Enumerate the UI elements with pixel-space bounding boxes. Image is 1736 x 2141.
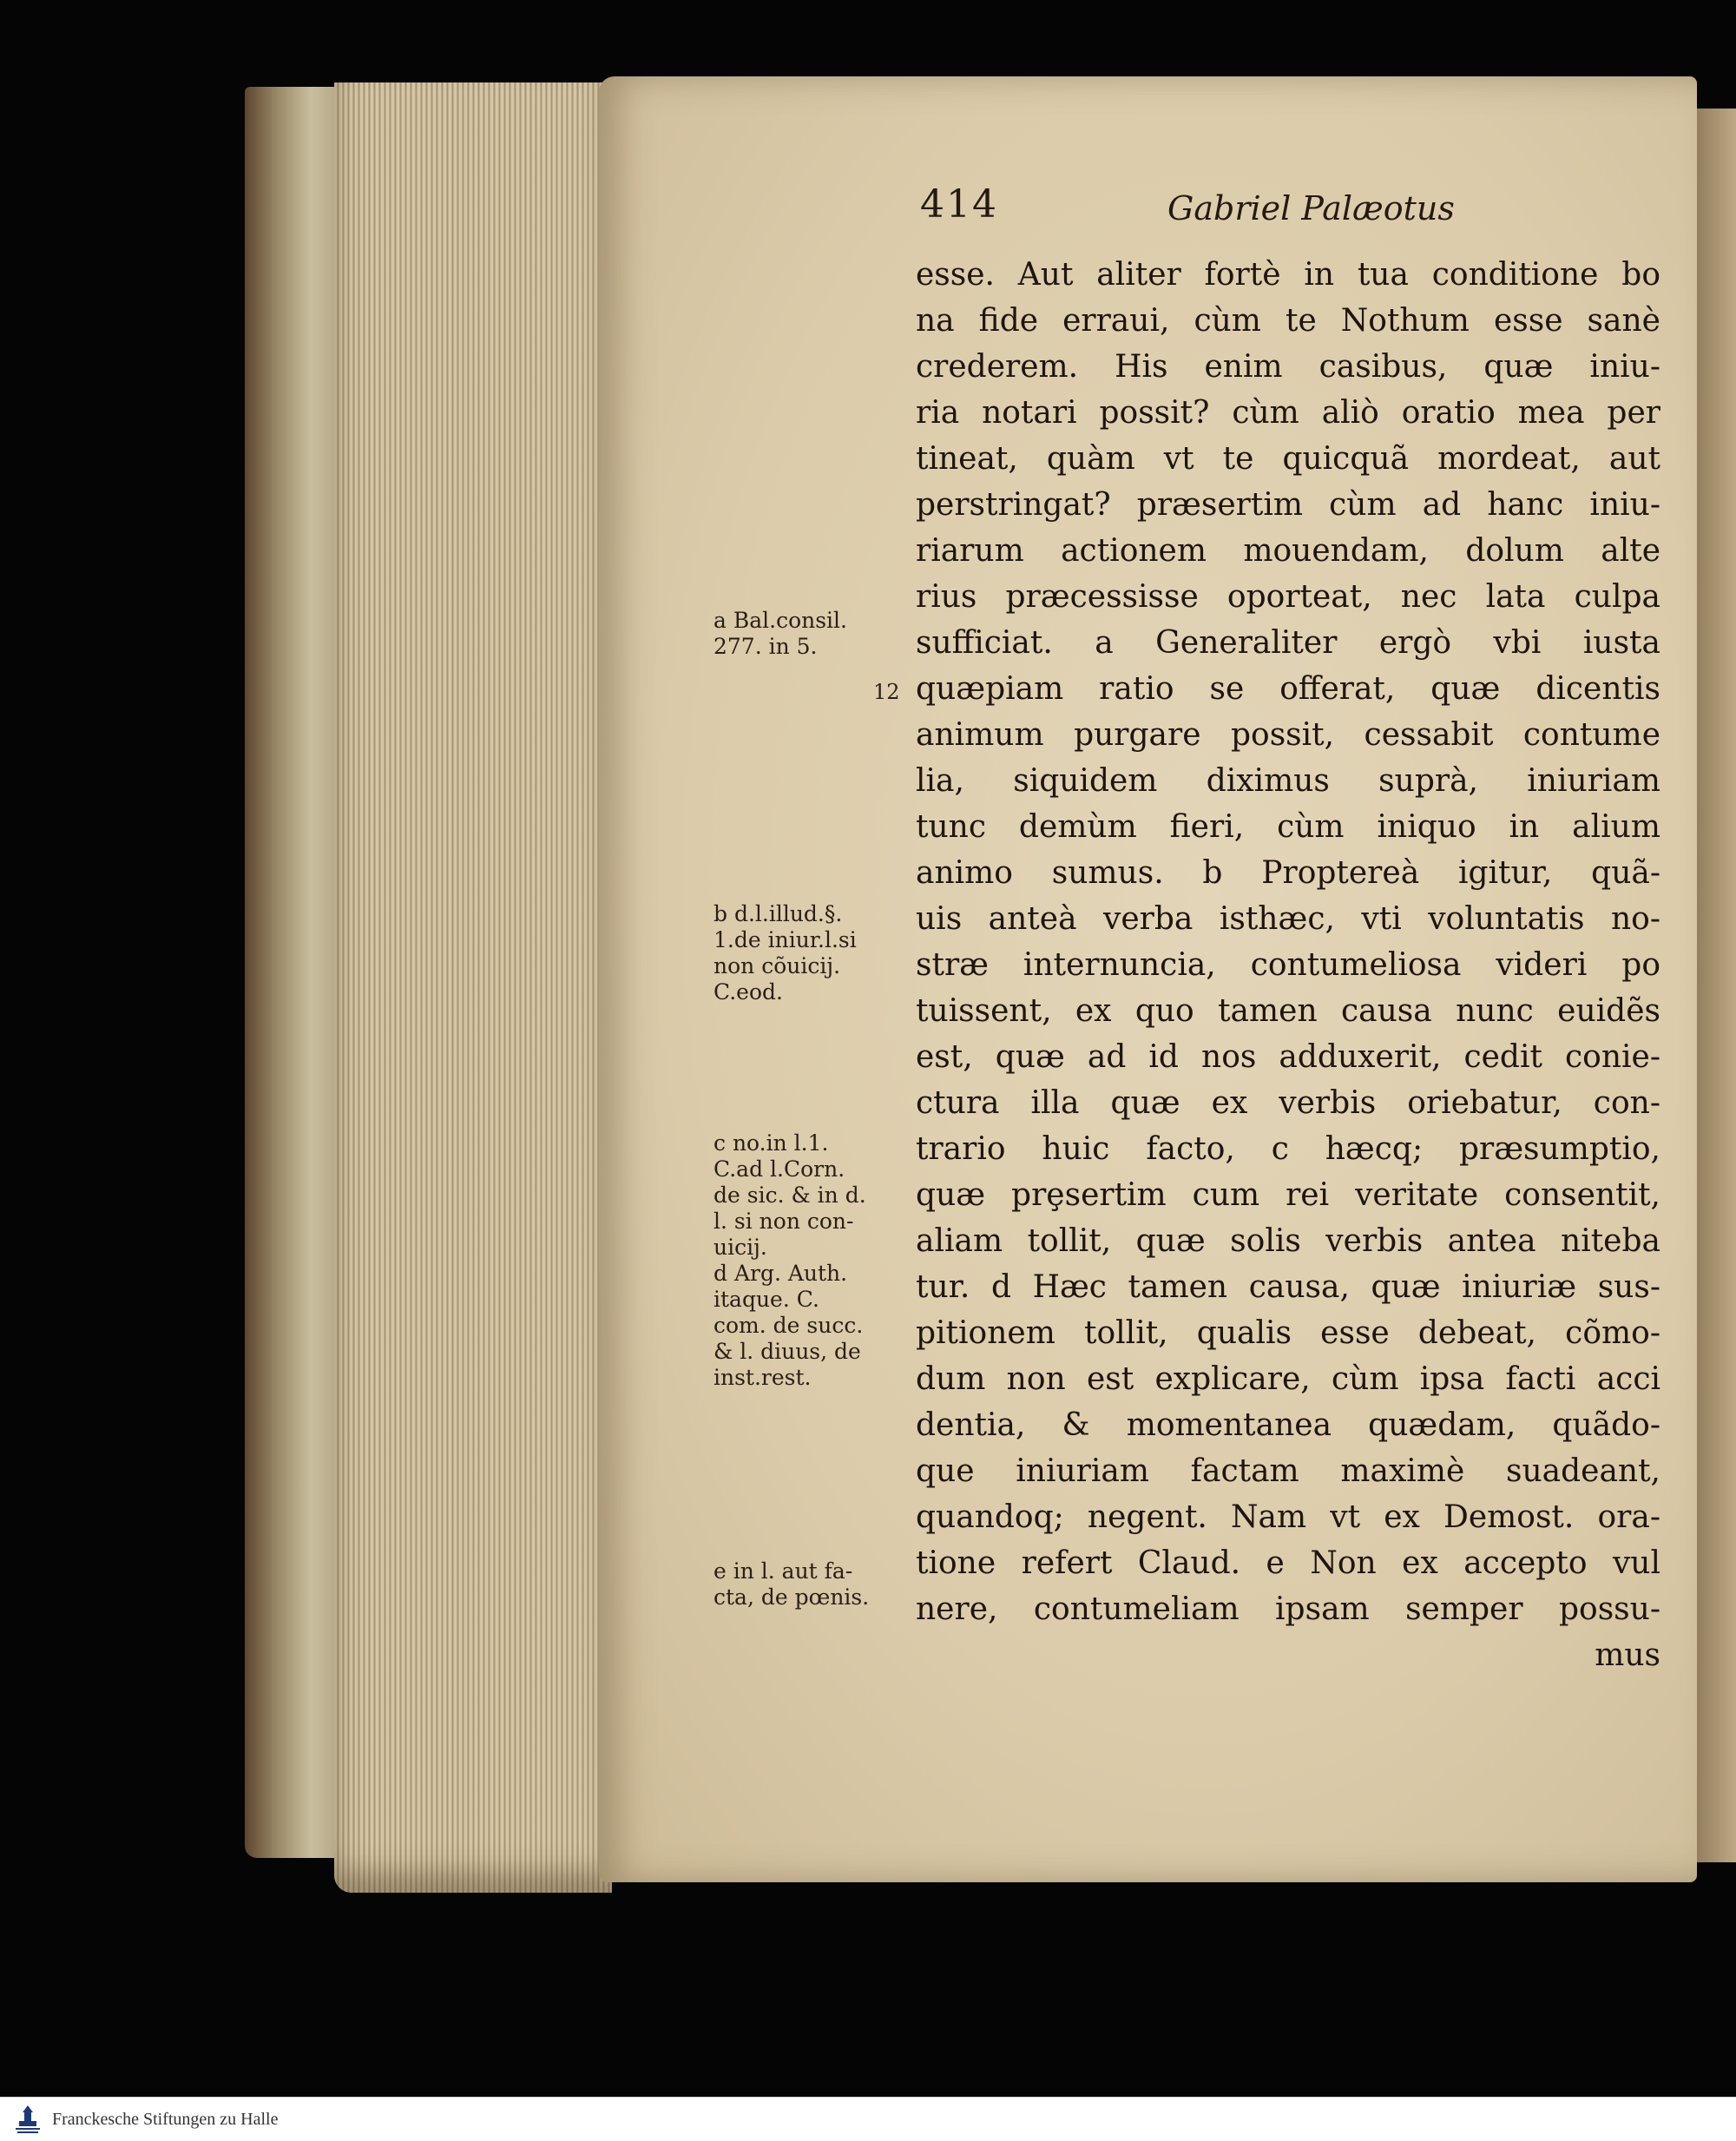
margin-note-line: non cõuicij. [713,953,841,978]
margin-note-line: b d.l.illud.§. [713,901,843,926]
text-line: est, quæ ad id nos adduxerit, cedit conie- [916,1039,1660,1075]
text-line: stræ internuncia, contumeliosa videri po [916,947,1660,983]
text-line: quæ prȩsertim cum rei veritate consentit, [916,1177,1660,1213]
margin-note-line: inst.rest. [713,1365,812,1390]
margin-note-line: C.eod. [713,979,783,1005]
catchword: mus [1595,1637,1660,1673]
franckesche-logo-icon [10,2102,45,2137]
margin-note-line: uicij. [713,1235,767,1260]
margin-note-c-d [713,1130,909,1391]
text-line: ctura illa quæ ex verbis oriebatur, con- [916,1085,1660,1121]
text-line: que iniuriam factam maximè suadeant, [916,1453,1660,1489]
text-line: animum purgare possit, cessabit contume [916,717,1660,753]
text-line: pitionem tollit, qualis esse debeat, cõmo- [916,1315,1660,1351]
margin-note-line: l. si non con- [713,1209,854,1234]
text-line: lia, siquidem diximus suprà, iniuriam [916,763,1660,799]
margin-note-line: e in l. aut fa- [713,1558,853,1584]
margin-note-line: d Arg. Auth. [713,1261,848,1286]
margin-note-line: com. de succ. [713,1313,864,1338]
text-line: ria notari possit? cùm aliò oratio mea per [916,395,1660,431]
text-line: quæpiam ratio se offerat, quæ dicentis [916,671,1660,707]
line-number-marker: 12 [873,680,900,704]
margin-note-line: itaque. C. [713,1287,819,1312]
text-line: perstringat? præsertim cùm ad hanc iniu- [916,487,1660,523]
text-line: crederem. His enim casibus, quæ iniu- [916,349,1660,385]
text-line: animo sumus. b Proptereà igitur, quã- [916,855,1660,891]
text-line: riarum actionem mouendam, dolum alte [916,533,1660,569]
page-number: 414 [920,182,998,227]
text-line: esse. Aut aliter fortè in tua conditione bo [916,257,1660,293]
text-line: uis anteà verba isthæc, vti voluntatis no- [916,901,1660,937]
margin-note-line: a Bal.consil. [713,608,847,633]
text-line: sufficiat. a Generaliter ergò vbi iusta [916,625,1660,661]
margin-note-line: 1.de iniur.l.si [713,927,857,952]
footer-bar [0,2097,1736,2141]
margin-note-line: c no.in l.1. [713,1130,829,1156]
text-line: dum non est explicare, cùm ipsa facti acci [916,1361,1660,1397]
margin-note-line: C.ad l.Corn. [713,1156,845,1182]
main-text-column [916,252,1660,1678]
margin-note-e [713,1558,909,1611]
text-line: aliam tollit, quæ solis verbis antea niteba [916,1223,1660,1259]
page-header [920,182,1667,243]
text-line: tur. d Hæc tamen causa, quæ iniuriæ sus- [916,1269,1660,1305]
running-head: Gabriel Palæotus [1167,189,1455,227]
text-line: rius præcessisse oporteat, nec lata culpa [916,579,1660,615]
text-line: tione refert Claud. e Non ex accepto vul [916,1545,1660,1581]
text-line: tuissent, ex quo tamen causa nunc euidẽs [916,993,1660,1029]
margin-note-line: 277. in 5. [713,634,818,659]
margin-note-line: de sic. & in d. [713,1182,866,1208]
facing-page-edge [1693,109,1736,1862]
text-line: nere, contumeliam ipsam semper possu- [916,1591,1660,1627]
text-line: na fide erraui, cùm te Nothum esse sanè [916,303,1660,339]
text-line: tineat, quàm vt te quicquã mordeat, aut [916,441,1660,477]
text-line: dentia, & momentanea quædam, quãdo- [916,1407,1660,1443]
margin-note-b [713,901,909,1005]
institution-credit: Franckesche Stiftungen zu Halle [52,2109,279,2129]
margin-note-a [713,608,909,660]
margin-note-line: & l. diuus, de [713,1339,861,1364]
text-line: quandoq; negent. Nam vt ex Demost. ora- [916,1499,1660,1535]
margin-note-line: cta, de pœnis. [713,1584,870,1610]
text-line: tunc demùm fieri, cùm iniquo in alium [916,809,1660,845]
page-edges-block [334,82,612,1893]
text-line: trario huic facto, c hæcq; præsumptio, [916,1131,1660,1167]
